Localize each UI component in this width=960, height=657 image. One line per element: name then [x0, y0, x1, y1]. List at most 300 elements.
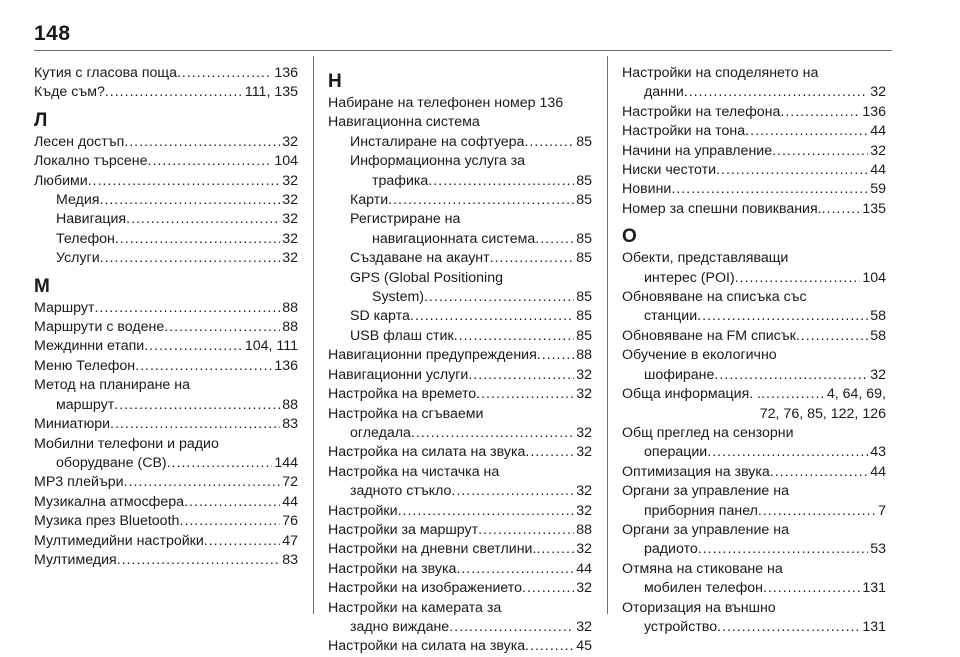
index-entry-line: [34, 551, 298, 570]
leader-dots: [124, 473, 281, 492]
leader-dots: [763, 579, 860, 598]
leader-dots: [525, 637, 574, 656]
index-entry-term: GPS (Global Positioning: [350, 269, 503, 286]
page-reference: 85: [576, 133, 592, 150]
index-letter-heading: М: [34, 275, 50, 297]
index-entry: [622, 463, 886, 482]
index-entry-term: Настройка на сгъваеми: [328, 405, 484, 422]
index-entry-term: Създаване на акаунт: [350, 250, 490, 267]
leader-dots: [761, 385, 825, 404]
index-entry-term: Регистриране на: [350, 211, 461, 228]
index-entry: [328, 405, 592, 444]
leader-dots: [451, 482, 574, 501]
index-entry: [622, 161, 886, 180]
leader-dots: [144, 337, 243, 356]
index-entry: [622, 327, 886, 346]
index-entry: [622, 142, 886, 161]
page-reference: 44: [282, 493, 298, 510]
index-entry-line: [328, 579, 592, 598]
index-entry: [34, 152, 298, 171]
index-entry-term: Настройки на звука: [328, 560, 457, 577]
leader-dots: [717, 618, 860, 637]
index-entry-line: [34, 415, 298, 434]
index-entry-term: радиото: [644, 541, 698, 558]
index-entry-term: Набиране на телефонен номер 136: [328, 95, 564, 111]
index-entry-term: Карти: [350, 192, 389, 209]
index-entry-term: Обекти, представляващи: [622, 250, 789, 267]
index-entry-term: Кутия с гласова поща: [34, 65, 177, 81]
leader-dots: [100, 249, 281, 268]
index-entry-line: [328, 443, 592, 462]
index-column-1: [34, 64, 298, 570]
page-reference: 59: [870, 181, 886, 198]
index-entry-term: Маршрут: [34, 299, 95, 316]
index-entry-term: Лесен достъп: [34, 133, 125, 150]
index-entry-term: Общ преглед на сензорни: [622, 424, 794, 441]
index-entry-term: станции: [644, 308, 698, 325]
index-entry-line: [350, 172, 592, 191]
page-reference: 44: [870, 162, 886, 179]
index-entry-term: огледала: [350, 424, 411, 441]
leader-dots: [796, 327, 868, 346]
index-entry-term: Обновяване на списъка със: [622, 289, 807, 306]
index-entry-term: USB флаш стик: [350, 327, 454, 344]
page-reference: 58: [870, 308, 886, 325]
leader-dots: [88, 172, 281, 191]
index-entry-term: шофиране: [644, 366, 715, 383]
leader-dots: [758, 502, 876, 521]
index-entry-term: задното стъкло: [350, 483, 452, 500]
index-entry: [622, 288, 886, 327]
leader-dots: [780, 103, 860, 122]
index-entry-term: Оптимизация на звука: [622, 463, 770, 480]
index-letter-heading: Н: [328, 71, 342, 92]
leader-dots: [179, 512, 280, 531]
index-entry-term: Оторизация на външно: [622, 599, 776, 616]
index-entry-term: Навигационни предупреждения: [328, 347, 537, 364]
index-entry-line: [56, 249, 298, 268]
index-entry-term: Междинни етапи: [34, 338, 145, 355]
leader-dots: [105, 83, 243, 102]
index-entry-line: [622, 200, 886, 219]
index-entry-term: Услуги: [56, 250, 100, 267]
index-entry: [622, 64, 886, 103]
index-entry: [622, 122, 886, 141]
leader-dots: [537, 346, 574, 365]
index-entry-term: Отмяна на стиковане на: [622, 560, 783, 577]
index-entry-line: [328, 385, 592, 404]
index-entry-term: Настройки на изображението: [328, 580, 523, 597]
index-subentry: [328, 191, 592, 210]
leader-dots: [99, 191, 280, 210]
index-entry-term: Органи за управление на: [622, 483, 789, 500]
leader-dots: [124, 133, 280, 152]
index-entry-line: [622, 103, 886, 122]
index-entry: [34, 64, 298, 83]
index-entry: [622, 560, 886, 599]
page-reference: 32: [282, 211, 298, 228]
index-entry: [34, 83, 298, 102]
leader-dots: [770, 463, 868, 482]
index-entry: [34, 133, 298, 152]
leader-dots: [684, 83, 868, 102]
index-entry: [622, 180, 886, 199]
index-entry-term: устройство: [644, 618, 718, 635]
index-subentry: [328, 249, 592, 268]
index-entry-line: [56, 191, 298, 210]
index-entry: [34, 318, 298, 337]
index-entry-term: Настройки на споделянето на: [622, 65, 819, 81]
leader-dots: [536, 540, 574, 559]
index-entry-term: MP3 плейъри: [34, 474, 124, 491]
leader-dots: [716, 161, 868, 180]
index-entry-term: Номер за спешни повиквания.: [622, 200, 822, 217]
index-entry-line: [350, 307, 592, 326]
index-entry-term: Меню Телефон: [34, 357, 136, 374]
page-reference: 32: [576, 541, 592, 558]
leader-dots: [525, 443, 574, 462]
index-entry-term: Телефон: [56, 230, 115, 247]
index-entry-line: [56, 210, 298, 229]
page-reference: 135: [862, 200, 886, 217]
leader-dots: [468, 366, 574, 385]
index-entry-line: [622, 443, 886, 462]
index-entry-line: [34, 172, 298, 191]
page-reference: 85: [576, 230, 592, 247]
page-reference: 32: [282, 172, 298, 189]
page-reference: 32: [282, 230, 298, 247]
index-entry-term: Навигационна система: [328, 114, 480, 131]
index-entry-term: Настройки на камерата за: [328, 599, 502, 616]
leader-dots: [454, 327, 575, 346]
index-entry-line: [328, 637, 592, 656]
index-entry: [34, 172, 298, 191]
index-entry: [622, 249, 886, 288]
index-entry-line: [622, 269, 886, 288]
header-rule: [34, 50, 892, 51]
leader-dots: [707, 443, 868, 462]
page-reference: 45: [576, 638, 592, 655]
index-entry-term: данни: [644, 84, 684, 101]
index-entry-line: [34, 64, 298, 83]
page-reference: 32: [576, 580, 592, 597]
page-reference: 44: [870, 463, 886, 480]
index-entry-line: [350, 249, 592, 268]
leader-dots: [126, 210, 280, 229]
index-entry-line: [34, 357, 298, 376]
index-entry: [328, 502, 592, 521]
page-reference: 83: [282, 551, 298, 568]
index-entry-line: [328, 424, 592, 443]
leader-dots: [698, 540, 868, 559]
leader-dots: [177, 64, 272, 83]
index-subentry: [328, 269, 592, 308]
page-reference: 53: [870, 541, 886, 558]
page-reference: 104, 111: [244, 338, 298, 355]
index-entry: [622, 599, 886, 638]
page-reference: 47: [282, 532, 298, 549]
index-entry: [328, 94, 592, 113]
page-reference: 104: [274, 153, 298, 170]
index-entry: [328, 521, 592, 540]
index-subentry: [34, 249, 298, 268]
leader-dots: [535, 230, 574, 249]
index-entry-line: [622, 385, 886, 404]
index-entry: [328, 366, 592, 385]
index-entry-term: Мобилни телефони и радио: [34, 435, 219, 452]
index-entry-term: Настройки на телефона: [622, 103, 781, 120]
page-reference: 44: [870, 123, 886, 140]
page-reference: 85: [576, 289, 592, 306]
leader-dots: [822, 200, 861, 219]
index-entry-term: Настройки: [328, 502, 398, 519]
index-entry-term: Навигационни услуги: [328, 366, 469, 383]
index-entry-line: [350, 191, 592, 210]
page-reference: 83: [282, 416, 298, 433]
page-reference: 32: [576, 386, 592, 403]
leader-dots: [424, 288, 574, 307]
page-reference: 85: [576, 172, 592, 189]
page-reference: 32: [576, 618, 592, 635]
index-entry-term: мобилен телефон: [644, 580, 763, 597]
leader-dots: [490, 249, 575, 268]
leader-dots: [115, 230, 280, 249]
index-entry: [622, 521, 886, 560]
index-entry: [622, 200, 886, 219]
index-entry: [622, 385, 886, 424]
index-entry-line: [622, 618, 886, 637]
index-subentry: [34, 230, 298, 249]
index-entry-line: [34, 532, 298, 551]
index-entry: [622, 482, 886, 521]
index-subentry: [34, 210, 298, 229]
index-entry: [34, 493, 298, 512]
index-entry-term: Обучение в екологично: [622, 347, 777, 364]
leader-dots: [697, 307, 868, 326]
index-entry-line: [328, 366, 592, 385]
index-entry-line: [622, 540, 886, 559]
index-entry: [328, 637, 592, 656]
leader-dots: [204, 532, 280, 551]
index-entry-term: приборния панел: [644, 502, 758, 519]
page-reference: 4, 64, 69,: [826, 386, 886, 403]
index-entry-term: Настройки за маршрут: [328, 521, 479, 538]
index-entry-line: [56, 230, 298, 249]
index-entry-term: Обновяване на FM списък: [622, 327, 796, 344]
index-entry: [328, 540, 592, 559]
page-reference: 88: [576, 347, 592, 364]
index-entry-line: [622, 307, 886, 326]
leader-dots: [449, 618, 574, 637]
index-entry-term: Къде съм?: [34, 84, 105, 101]
index-entry-term: маршрут: [56, 396, 115, 413]
index-entry: [328, 463, 592, 502]
index-entry-term: Обща информация. .: [622, 386, 762, 403]
index-entry-line: [350, 288, 592, 307]
page-reference: 43: [870, 444, 886, 461]
index-entry-term: Медия: [56, 192, 100, 209]
leader-dots: [184, 493, 280, 512]
page-reference: 32: [576, 502, 592, 519]
index-entry-line: [34, 152, 298, 171]
index-entry: [622, 424, 886, 463]
column-divider: [607, 56, 608, 614]
page-reference: 72, 76, 85, 122, 126: [759, 405, 886, 422]
index-entry-term: Настройка на силата на звука: [328, 444, 526, 461]
leader-dots: [522, 579, 574, 598]
page-reference: 136: [274, 65, 298, 81]
index-column-2: [328, 64, 592, 657]
page-reference: 32: [576, 424, 592, 441]
page-reference: 136: [274, 357, 298, 374]
page-reference: 72: [282, 474, 298, 491]
index-entry-line: [34, 512, 298, 531]
index-entry-term: System): [372, 289, 425, 306]
page-reference: 85: [576, 308, 592, 325]
index-entry: [34, 299, 298, 318]
index-entry: [34, 551, 298, 570]
leader-dots: [117, 551, 281, 570]
leader-dots: [164, 318, 280, 337]
leader-dots: [410, 307, 574, 326]
leader-dots: [524, 133, 574, 152]
index-entry: [328, 560, 592, 579]
index-entry-line: [350, 230, 592, 249]
page-reference: 88: [576, 521, 592, 538]
index-entry-term: SD карта: [350, 308, 410, 325]
index-entry: [34, 415, 298, 434]
index-entry-line: [34, 299, 298, 318]
index-entry-term: Музика през Bluetooth: [34, 513, 180, 530]
page-reference: 111, 135: [244, 84, 298, 101]
index-entry-line: [328, 482, 592, 501]
leader-dots: [398, 502, 575, 521]
index-entry: [328, 346, 592, 365]
index-entry-line: [622, 122, 886, 141]
index-entry-line: [622, 579, 886, 598]
page-reference: 32: [870, 84, 886, 101]
index-subentry: [328, 327, 592, 346]
index-entry-term: Мултимедия: [34, 551, 117, 568]
index-entry-term: интерес (POI): [644, 269, 735, 286]
index-entry-line: [622, 502, 886, 521]
index-entry-term: Инсталиране на софтуера: [350, 133, 525, 150]
index-entry-line: [328, 502, 592, 521]
page-reference: 88: [282, 319, 298, 336]
leader-dots: [114, 396, 280, 415]
index-entry: [328, 599, 592, 638]
page-reference: 144: [274, 454, 298, 471]
page-reference: 32: [870, 366, 886, 383]
page-reference: 44: [576, 560, 592, 577]
index-entry-line: [350, 133, 592, 152]
index-entry-term: Настройка на времето: [328, 386, 477, 403]
index-entry-term: Информационна услуга за: [350, 153, 526, 170]
index-entry: [622, 103, 886, 122]
index-entry-line: [34, 493, 298, 512]
index-entry: [34, 435, 298, 474]
index-entry-term: Органи за управление на: [622, 521, 789, 538]
index-entry-line: [328, 560, 592, 579]
index-entry: [328, 385, 592, 404]
leader-dots: [671, 180, 868, 199]
leader-dots: [714, 366, 868, 385]
leader-dots: [772, 142, 868, 161]
index-entry-term: Начини на управление: [622, 142, 773, 159]
index-entry-line: [622, 463, 886, 482]
page-number: 148: [34, 22, 71, 45]
leader-dots: [135, 357, 272, 376]
index-entry-term: Локално търсене: [34, 153, 148, 170]
index-entry-term: Музикална атмосфера: [34, 493, 185, 510]
page-reference: 32: [870, 142, 886, 159]
leader-dots: [456, 560, 574, 579]
page-reference: 131: [862, 580, 886, 597]
index-entry-term: Настройка на чистачка на: [328, 463, 500, 480]
index-entry: [34, 357, 298, 376]
index-entry-line: [34, 337, 298, 356]
index-entry-term: Мултимедийни настройки: [34, 532, 204, 549]
index-entry-line: [622, 142, 886, 161]
index-entry-term: трафика: [372, 172, 429, 189]
index-entry-term: Маршрути с водене: [34, 319, 165, 336]
index-subentry: [328, 210, 592, 249]
index-entry-term: Настройки на дневни светлини.: [328, 541, 537, 558]
index-entry: [328, 443, 592, 462]
index-entry-line: [34, 473, 298, 492]
index-entry-line: [34, 454, 298, 473]
leader-dots: [476, 385, 574, 404]
leader-dots: [735, 269, 861, 288]
index-letter-heading: Л: [34, 109, 48, 131]
index-column-3: [622, 64, 886, 637]
leader-dots: [478, 521, 574, 540]
page-reference: 32: [282, 250, 298, 267]
index-entry: [328, 113, 592, 132]
index-entry: [34, 512, 298, 531]
index-entry-term: Ниски честоти: [622, 162, 717, 179]
leader-dots: [428, 172, 574, 191]
index-entry-term: Метод на планиране на: [34, 377, 190, 394]
index-entry-line: [34, 396, 298, 415]
index-subentry: [34, 191, 298, 210]
leader-dots: [745, 122, 868, 141]
index-entry-term: Навигация: [56, 211, 127, 228]
page-reference: 58: [870, 327, 886, 344]
leader-dots: [167, 454, 273, 473]
page-reference: 104: [862, 269, 886, 286]
page-reference: 32: [576, 366, 592, 383]
index-subentry: [328, 152, 592, 191]
leader-dots: [94, 299, 280, 318]
index-entry: [34, 376, 298, 415]
page-reference: 88: [282, 396, 298, 413]
page-reference: 85: [576, 327, 592, 344]
page-reference: 32: [576, 444, 592, 461]
index-entry-term: Миниатюри: [34, 416, 111, 433]
index-entry-line: [328, 618, 592, 637]
index-entry-term: оборудване (CB): [56, 454, 167, 471]
index-entry-term: Настройки на силата на звука: [328, 638, 526, 655]
page-reference: 85: [576, 250, 592, 267]
index-subentry: [328, 307, 592, 326]
index-entry-term: навигационната система: [372, 230, 536, 247]
page-reference: 7: [878, 502, 886, 519]
index-subentry: [328, 133, 592, 152]
index-entry: [622, 346, 886, 385]
leader-dots: [110, 415, 280, 434]
index-entry-line: [350, 327, 592, 346]
